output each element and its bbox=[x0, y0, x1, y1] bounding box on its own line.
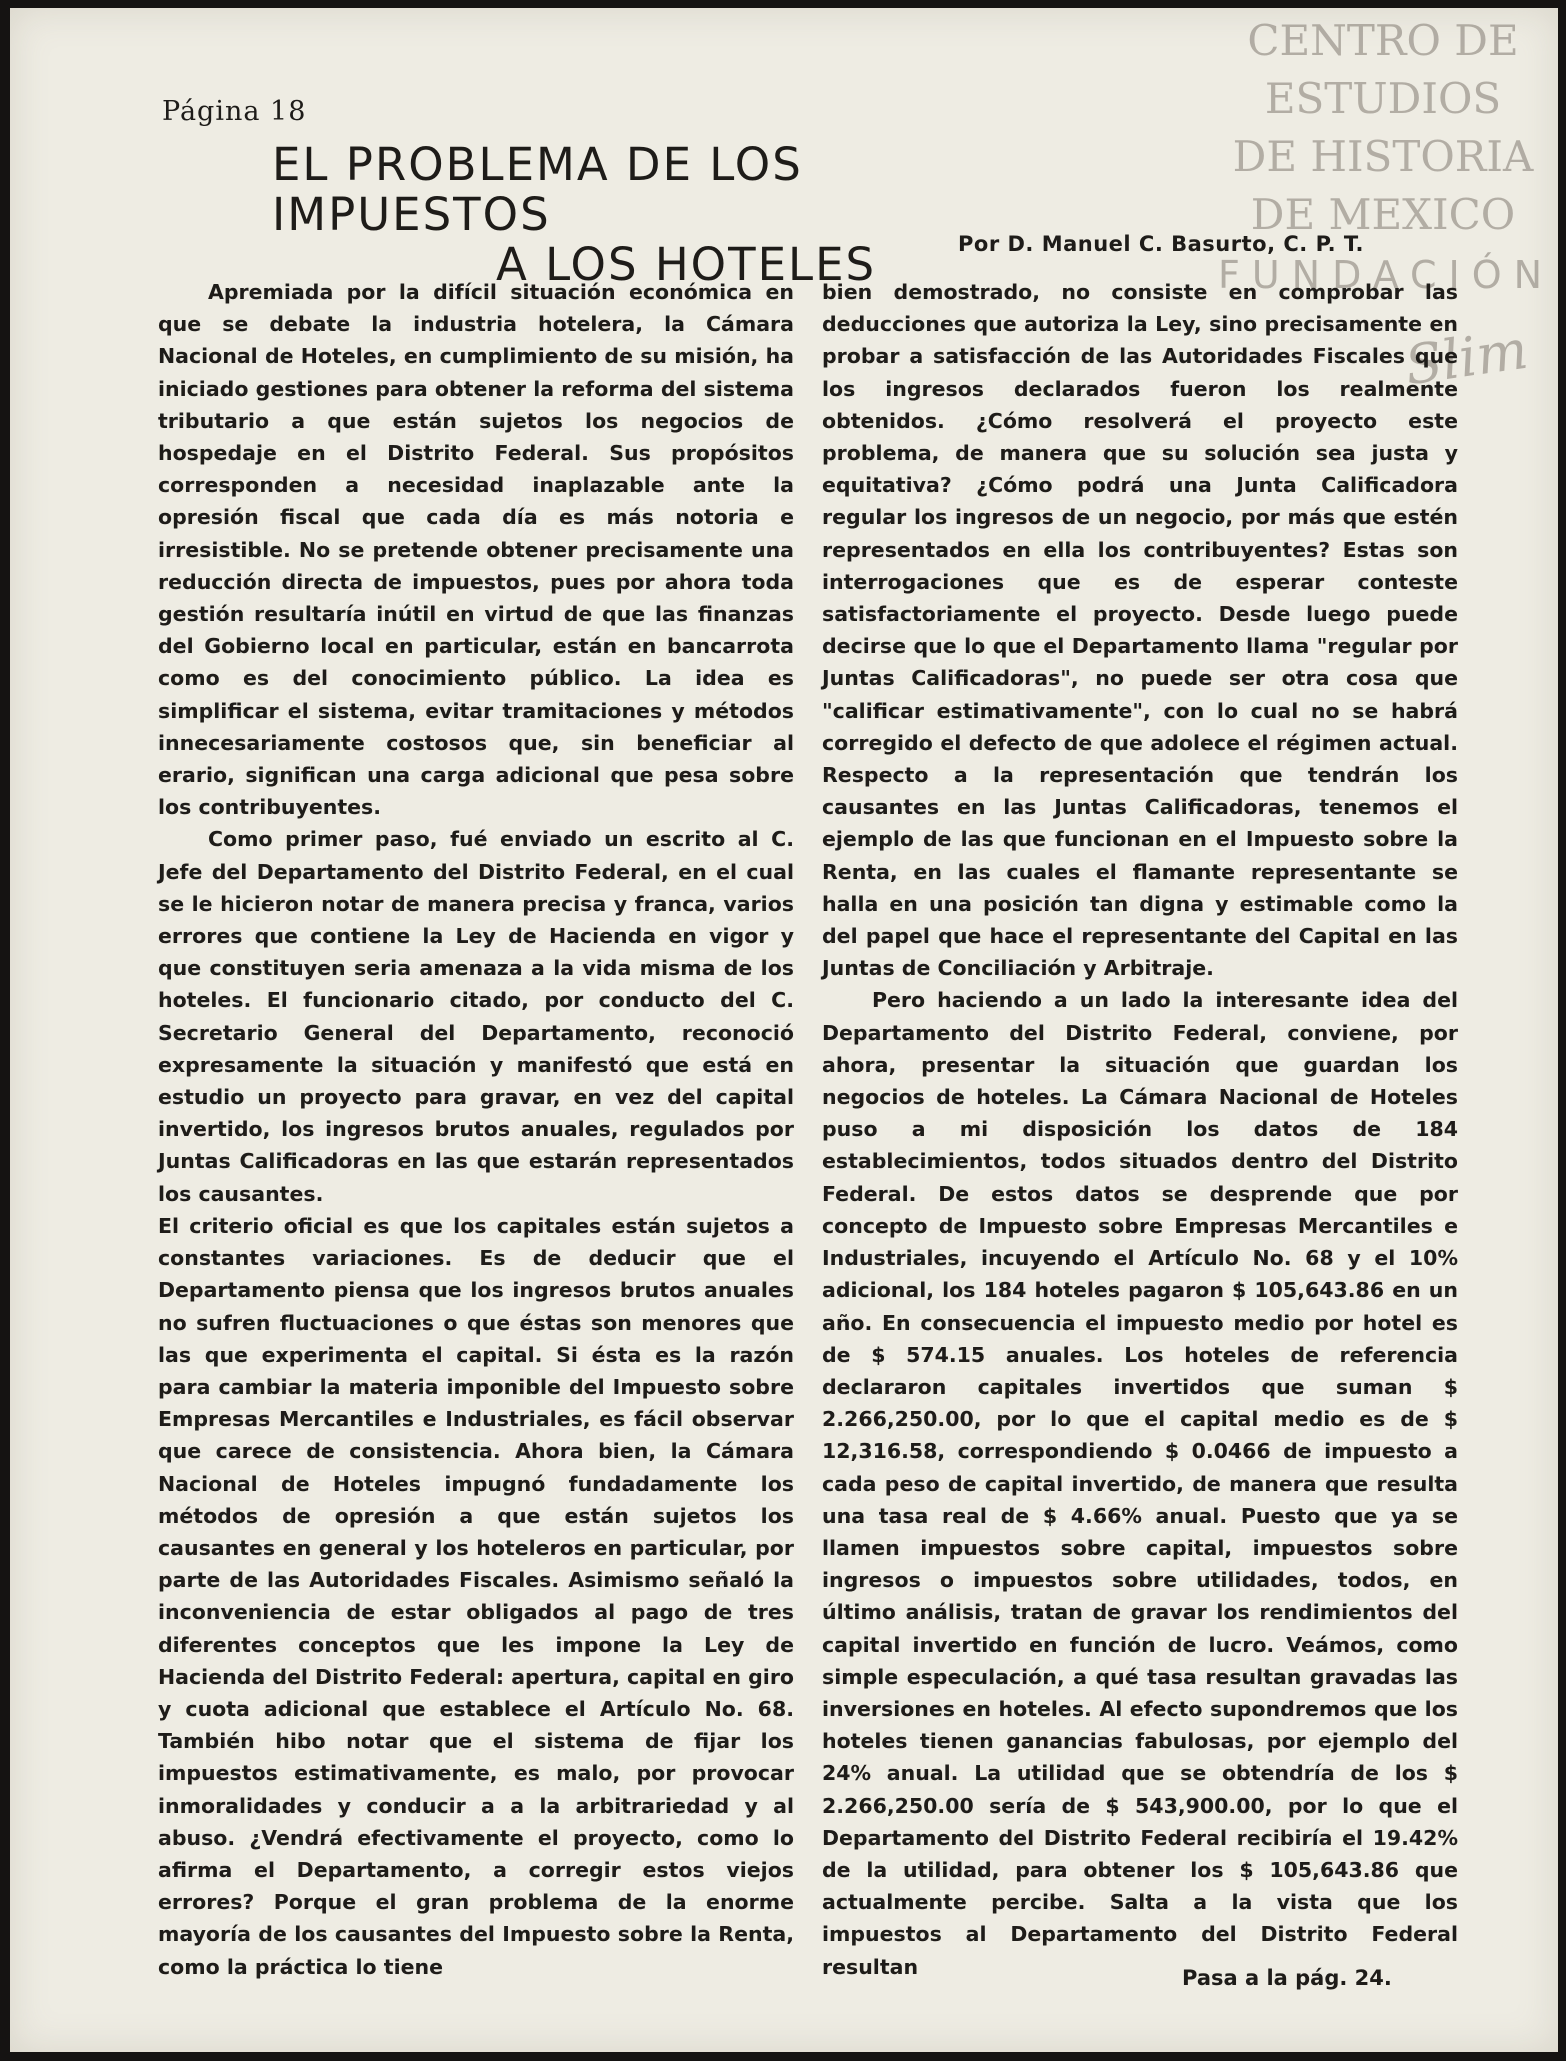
magazine-page bbox=[10, 8, 1558, 2052]
author-byline: Por D. Manuel C. Basurto, C. P. T. bbox=[958, 232, 1365, 256]
watermark-line: DE HISTORIA bbox=[1232, 132, 1534, 181]
continuation-note: Pasa a la pág. 24. bbox=[1182, 1966, 1392, 1990]
watermark-line: DE MEXICO bbox=[1250, 190, 1516, 239]
paragraph: Apremiada por la difícil situación económica en que se debate la industria hotelera, la Cámara Nacional de Hoteles, en cumplimiento de su misión, ha iniciado gestiones para obtener la reforma del sistema tributario a que están sujetos los negocios de hospedaje en el Distrito Federal. Sus propósitos corresponden a necesidad inaplazable ante la opresión fiscal que cada día es más notoria e irresistible. No se pretende obtener precisamente una reducción directa de impuestos, pues por ahora toda gestión resultaría inútil en virtud de que las finanzas del Gobierno local en particular, están en bancarrota como es del conocimiento público. La idea es simplificar el sistema, evitar tramitaciones y métodos innecesariamente costosos que, sin beneficiar al erario, significan una carga adicional que pesa sobre los contribuyentes. bbox=[158, 280, 794, 820]
page-number-label: Página 18 bbox=[162, 96, 307, 127]
paragraph: Pero haciendo a un lado la interesante idea del Departamento del Distrito Federal, conviene, por ahora, presentar la situación que guardan los negocios de hoteles. La Cámara Nacional de Hoteles puso a mi disposición los datos de 184 establecimientos, todos situados dentro del Distrito Federal. De estos datos se desprende que por concepto de Impuesto sobre Empresas Mercantiles e Industriales, incuyendo el Artículo No. 68 y el 10% adicional, los 184 hoteles pagaron $ 105,643.86 en un año. En consecuencia el impuesto medio por hotel es de $ 574.15 anuales. Los hoteles de referencia declararon capitales invertidos que suman $ 2.266,250.00, por lo que el capital medio es de $ 12,316.58, correspondiendo $ 0.0466 de impuesto a cada peso de capital invertido, de manera que resulta una tasa real de $ 4.66% anual. Puesto que ya se llamen impuestos sobre capital, impuestos sobre ingresos o impuestos sobre utilidades, todos, en último análisis, tratan de gravar los rendimientos del capital invertido en función de lucro. Veámos, como simple especulación, a qué tasa resultan gravadas las inversiones en hoteles. Al efecto supondremos que los hoteles tienen ganancias fabulosas, por ejemplo del 24% anual. La utilidad que se obtendría de los $ 2.266,250.00 sería de $ 543,900.00, por lo que el Departamento del Distrito Federal recibiría el 19.42% de la utilidad, para obtener los $ 105,643.86 que actualmente percibe. Salta a la vista que los impuestos al Departamento del Distrito Federal resultan bbox=[822, 988, 1458, 1979]
watermark-line: ESTUDIOS bbox=[1264, 74, 1502, 123]
article-title-line-2: A LOS HOTELES bbox=[496, 238, 877, 291]
watermark-line: CENTRO DE bbox=[1247, 16, 1519, 65]
archive-watermark bbox=[1218, 12, 1555, 304]
right-text-column bbox=[822, 276, 1458, 1983]
paragraph: bien demostrado, no consiste en comprobar las deducciones que autoriza la Ley, sino precisamente en probar a satisfacción de las Autoridades Fiscales que los ingresos declarados fueron los realmente obtenidos. ¿Cómo resolverá el proyecto este problema, de manera que su solución sea justa y equitativa? ¿Cómo podrá una Junta Calificadora regular los ingresos de un negocio, por más que estén representados en ella los contribuyentes? Estas son interrogaciones que es de esperar conteste satisfactoriamente el proyecto. Desde luego puede decirse que lo que el Departamento llama "regular por Juntas Calificadoras", no puede ser otra cosa que "calificar estimativamente", con lo cual no se habrá corregido el defecto de que adolece el régimen actual. Respecto a la representación que tendrán los causantes en las Juntas Calificadoras, tenemos el ejemplo de las que funcionan en el Impuesto sobre la Renta, en las cuales el flamante representante se halla en una posición tan digna y estimable como la del papel que hace el representante del Capital en las Juntas de Conciliación y Arbitraje. bbox=[822, 280, 1458, 981]
paragraph: Como primer paso, fué enviado un escrito al C. Jefe del Departamento del Distrito Federal, en el cual se le hicieron notar de manera precisa y franca, varios errores que contiene la Ley de Hacienda en vigor y que constituyen seria amenaza a la vida misma de los hoteles. El funcionario citado, por conducto del C. Secretario General del Departamento, reconoció expresamente la situación y manifestó que está en estudio un proyecto para gravar, en vez del capital invertido, los ingresos brutos anuales, regulados por Juntas Calificadoras en las que estarán representados los causantes. bbox=[158, 827, 794, 1206]
left-text-column bbox=[158, 276, 794, 1983]
watermark-signature: Slim bbox=[1401, 317, 1532, 398]
paragraph: El criterio oficial es que los capitales están sujetos a constantes variaciones. Es de deducir que el Departamento piensa que los ingresos brutos anuales no sufren fluctuaciones o que éstas son menores que las que experimenta el capital. Si ésta es la razón para cambiar la materia imponible del Impuesto sobre Empresas Mercantiles e Industriales, es fácil observar que carece de consistencia. Ahora bien, la Cámara Nacional de Hoteles impugnó fundadamente los métodos de opresión a que están sujetos los causantes en general y los hoteleros en particular, por parte de las Autoridades Fiscales. Asimismo señaló la inconveniencia de estar obligados al pago de tres diferentes conceptos que les impone la Ley de Hacienda del Distrito Federal: apertura, capital en giro y cuota adicional que establece el Artículo No. 68. También hibo notar que el sistema de fijar los impuestos estimativamente, es malo, por provocar inmoralidades y conducir a a la arbitrariedad y al abuso. ¿Vendrá efectivamente el proyecto, como lo afirma el Departamento, a corregir estos viejos errores? Porque el gran problema de la enorme mayoría de los causantes del Impuesto sobre la Renta, como la práctica lo tiene bbox=[158, 1213, 795, 1979]
article-title-line-1: EL PROBLEMA DE LOS IMPUESTOS bbox=[272, 138, 803, 241]
watermark-line: FUNDACIÓN bbox=[1218, 253, 1555, 297]
article-title bbox=[272, 140, 1092, 290]
